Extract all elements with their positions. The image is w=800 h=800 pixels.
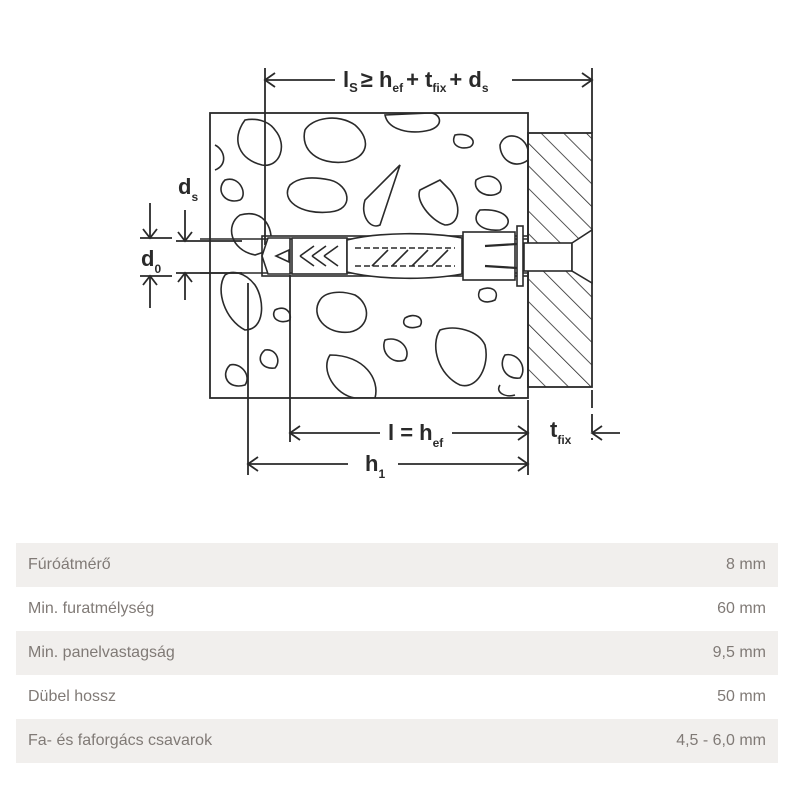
spec-label: Min. panelvastagság bbox=[28, 644, 175, 661]
spec-row bbox=[16, 675, 778, 719]
spec-label: Min. furatmélység bbox=[28, 600, 155, 617]
spec-value: 8 mm bbox=[726, 556, 766, 573]
spec-label: Fúróátmérő bbox=[28, 556, 111, 573]
label-ds: $d_s$ bbox=[178, 174, 199, 204]
spec-row bbox=[16, 719, 778, 763]
label-d0: $d_0$ bbox=[141, 246, 162, 276]
spec-value: 60 mm bbox=[717, 600, 766, 617]
spec-value: 9,5 mm bbox=[712, 644, 766, 661]
label-tfix: $t_{fix}$ bbox=[550, 417, 572, 447]
spec-value: 50 mm bbox=[717, 688, 766, 705]
spec-label: Dübel hossz bbox=[28, 688, 117, 705]
spec-label: Fa- és faforgács csavarok bbox=[28, 732, 213, 749]
fixture-panel bbox=[524, 133, 592, 387]
spec-table bbox=[16, 543, 778, 763]
spec-row bbox=[16, 587, 778, 631]
svg-text:lS≥ hef+ tfix+ ds: $l_S \ge h_{ef} + t_{fix} + d_s$ bbox=[343, 67, 489, 95]
formula-ls bbox=[343, 67, 489, 95]
label-h1: $h_1$ bbox=[365, 451, 386, 481]
label-l-hef: $l = h_{ef}$ bbox=[388, 420, 444, 450]
spec-value: 4,5 - 6,0 mm bbox=[676, 732, 766, 749]
spec-row bbox=[16, 631, 778, 675]
spec-row bbox=[16, 543, 778, 587]
